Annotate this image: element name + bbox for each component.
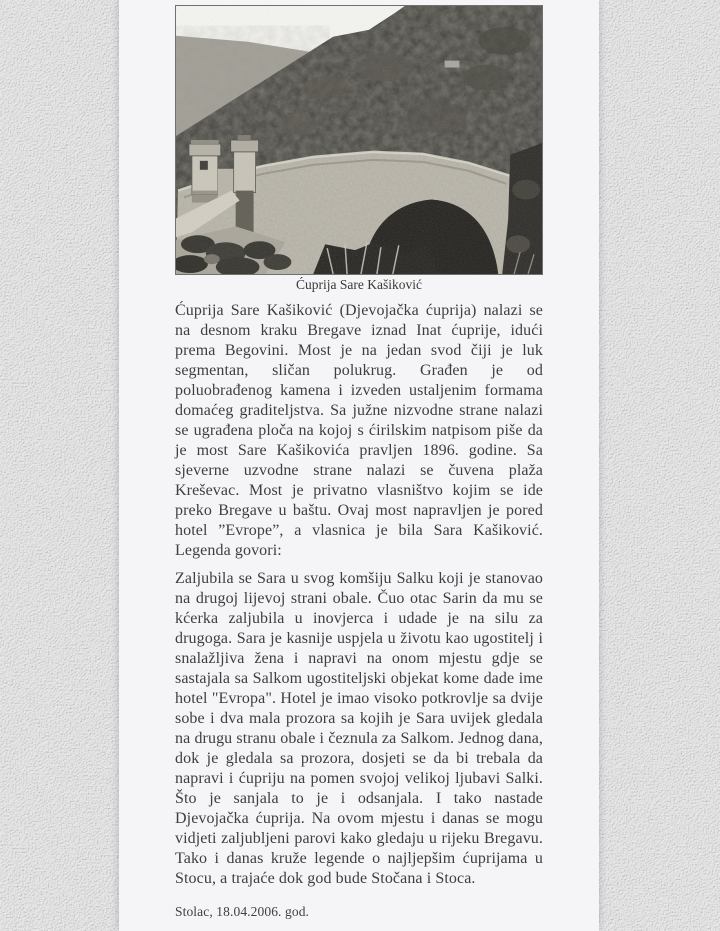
- article-content: [175, 0, 543, 920]
- paragraph-2: Zaljubila se Sara u svog komšiju Salku koji je stanovao na drugoj lijevoj strani obale. Čuo otac Sarin da mu se kćerka zaljubila u inovjerca i udade je na silu za drugoga. Sara je kasnije uspjela u životu kao ugostitelj i snalažljiva žena i napravi na onom mjestu gdje se sastajala sa Salkom ugostiteljski objekat kome dade ime hotel "Evropa". Hotel je imao visoko potkrovlje sa dvije sobe i dva mala prozora sa kojih je Sara uvijek gledala na drugu stranu obale i čeznula za Salkom. Jednog dana, dok je gledala sa prozora, dosjeti se da bi trebala da napravi i ćupriju na pomen svojoj velikoj ljubavi Salki. Što je sanjala to je i odsanjala. I tako nastade Djevojačka ćuprija. Na ovom mjestu i danas se mogu vidjeti zaljubljeni parovi kako gledaju u rijeku Bregavu. Tako i danas kruže legende o najljepšim ćuprijama u Stocu, a trajaće dok god bude Stočana i Stoca.: [175, 570, 543, 887]
- photo-caption: Ćuprija Sare Kašiković: [296, 277, 422, 292]
- photo-grain: [176, 6, 542, 274]
- dateline: Stolac, 18.04.2006. god.: [175, 904, 310, 919]
- content-column: [119, 0, 599, 931]
- paragraph-1: Ćuprija Sare Kašiković (Djevojačka ćuprija) nalazi se na desnom kraku Bregave iznad Inat ćuprije, idući prema Begovini. Most je na jedan svod čiji je luk segmentan, sličan polukrug. Građen je od poluobrađenog kamena i izveden ustaljenim formama domaćeg graditeljstva. Sa južne nizvodne strane nalazi se ugrađena ploča na kojoj s ćirilskim natpisom piše da je most Sare Kašikovića pravljen 1896. godine. Sa sjeverne uzvodne strane nalazi se čuvena plaža Kreševac. Most je privatno vlasništvo kojim se ide preko Bregave u baštu. Ovaj most napravljen je pored hotel ”Evrope”, a vlasnica je bila Sara Kašiković. Legenda govori:: [175, 302, 543, 559]
- bridge-photo: [175, 5, 543, 275]
- bridge-photo-figure: [175, 5, 543, 293]
- article-text: [175, 301, 543, 920]
